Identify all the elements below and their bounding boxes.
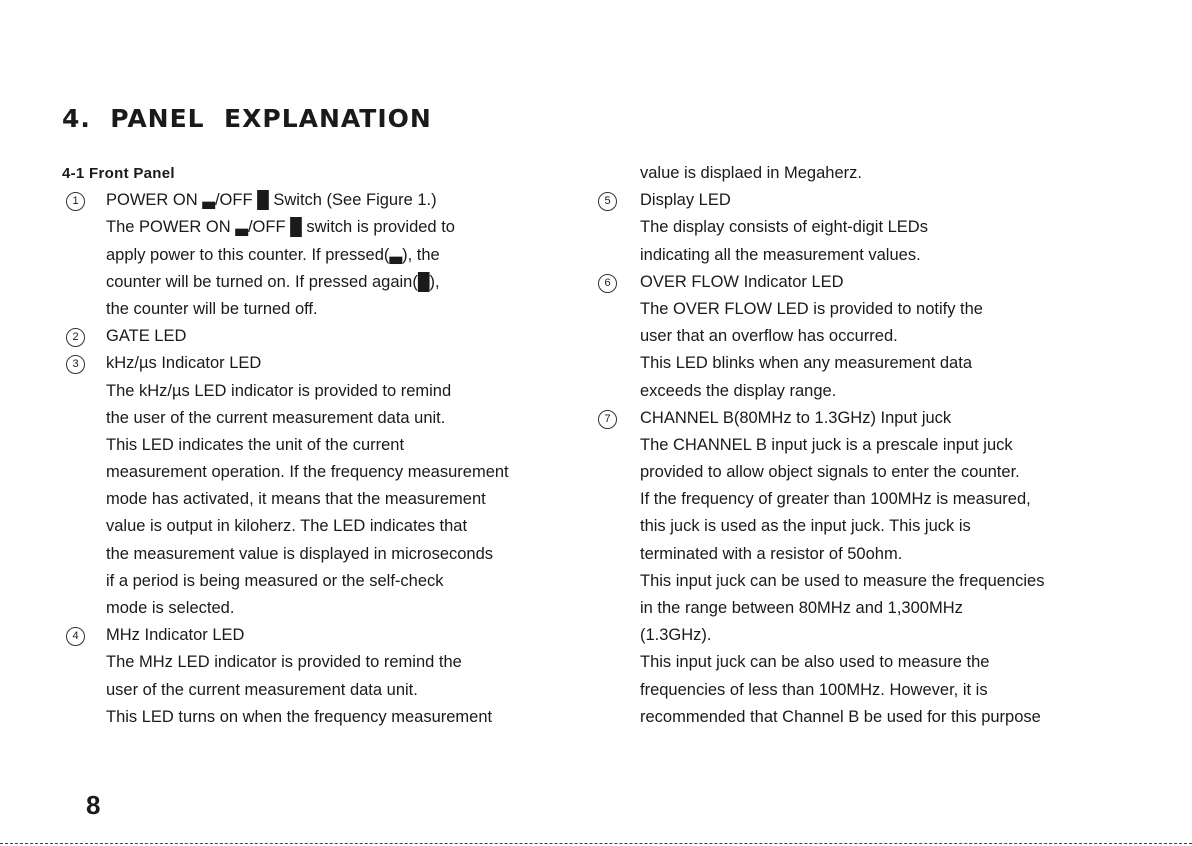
line-text: This input juck can be also used to measure the [640,653,990,672]
text-line [66,214,596,241]
text-line [598,595,1158,622]
line-text: value is output in kiloherz. The LED indicates that [106,517,468,536]
item-heading-line [66,323,596,350]
line-text: This LED blinks when any measurement data [640,354,972,373]
line-text: frequencies of less than 100MHz. However, it is [640,680,988,699]
page-number: 8 [86,790,101,820]
line-text: counter will be turned on. If pressed again(█), [106,272,440,291]
text-line [66,568,596,595]
line-text: apply power to this counter. If pressed(▃), the [106,245,440,264]
text-line [66,432,596,459]
line-text: this juck is used as the input juck. This juck is [640,517,971,536]
text-line [598,513,1158,540]
text-line [66,459,596,486]
line-text: This LED indicates the unit of the current [106,435,405,454]
right-text-lines [598,160,1158,731]
text-line [66,704,596,731]
line-text: recommended that Channel B be used for this purpose [640,707,1041,726]
text-line [66,405,596,432]
text-line [598,704,1158,731]
line-text: The kHz/µs LED indicator is provided to remind [106,381,452,400]
line-text: This LED turns on when the frequency measurement [106,707,493,726]
line-text: mode has activated, it means that the measurement [106,490,486,509]
line-text: exceeds the display range. [640,381,837,400]
line-text: user of the current measurement data unit. [106,680,418,699]
text-line [598,160,1158,187]
text-line [598,649,1158,676]
line-text: The MHz LED indicator is provided to remind the [106,653,462,672]
line-text: if a period is being measured or the self-check [106,571,444,590]
subsection-heading: 4-1 Front Panel [62,165,175,182]
text-line [66,486,596,513]
text-line [598,296,1158,323]
line-text: This input juck can be used to measure the frequencies [640,571,1045,590]
line-text: the counter will be turned off. [106,299,318,318]
line-text: the user of the current measurement data unit. [106,408,446,427]
text-line [598,486,1158,513]
line-text: POWER ON ▃/OFF █ Switch (See Figure 1.) [106,191,437,210]
line-text: measurement operation. If the frequency measurement [106,463,509,482]
text-line [598,242,1158,269]
line-text: The display consists of eight-digit LEDs [640,218,928,237]
item-number-badge: 4 [66,627,85,646]
line-text: mode is selected. [106,599,235,617]
text-line [598,378,1158,405]
text-line [598,432,1158,459]
line-text: The CHANNEL B input juck is a prescale input juck [640,435,1013,454]
line-text: The OVER FLOW LED is provided to notify the [640,299,983,318]
line-text: The POWER ON ▃/OFF █ switch is provided to [106,218,455,237]
item-number-badge: 7 [598,410,617,429]
line-text: indicating all the measurement values. [640,245,921,264]
line-text: provided to allow object signals to enter the counter. [640,463,1020,482]
line-text: the measurement value is displayed in microseconds [106,544,494,563]
line-text: MHz Indicator LED [106,626,245,645]
text-line [66,595,596,622]
item-number-badge: 2 [66,328,85,347]
item-heading-line [66,350,596,377]
text-line [598,568,1158,595]
item-heading-line [598,269,1158,296]
line-text: If the frequency of greater than 100MHz is measured, [640,490,1031,509]
text-line [66,649,596,676]
text-line [66,242,596,269]
line-text: terminated with a resistor of 50ohm. [640,544,903,563]
line-text: OVER FLOW Indicator LED [640,272,844,291]
text-line [598,459,1158,486]
section-title: 4. PANEL EXPLANATION [62,104,432,133]
line-text: (1.3GHz). [640,626,712,645]
item-heading-line [598,187,1158,214]
item-number-badge: 1 [66,192,85,211]
text-line [66,677,596,704]
text-line [66,160,596,187]
text-line [598,622,1158,649]
text-line [66,541,596,568]
text-line [598,323,1158,350]
item-heading-line [598,405,1158,432]
right-column [598,160,1158,731]
line-text: in the range between 80MHz and 1,300MHz [640,599,963,617]
text-line [598,350,1158,377]
text-line [66,513,596,540]
line-text: GATE LED [106,327,187,346]
left-text-lines [66,160,596,731]
text-line [598,214,1158,241]
line-text: value is displaed in Megaherz. [640,164,862,182]
line-text: Display LED [640,191,731,210]
item-number-badge: 5 [598,192,617,211]
item-heading-line [66,187,596,214]
line-text: user that an overflow has occurred. [640,327,898,346]
line-text: CHANNEL B(80MHz to 1.3GHz) Input juck [640,408,952,427]
text-line [598,541,1158,568]
page-edge-divider [0,843,1192,844]
text-line [66,296,596,323]
text-line [598,677,1158,704]
text-line [66,378,596,405]
line-text: kHz/µs Indicator LED [106,354,262,373]
item-number-badge: 6 [598,274,617,293]
text-line [66,269,596,296]
item-number-badge: 3 [66,355,85,374]
item-heading-line [66,622,596,649]
left-column [62,160,596,731]
